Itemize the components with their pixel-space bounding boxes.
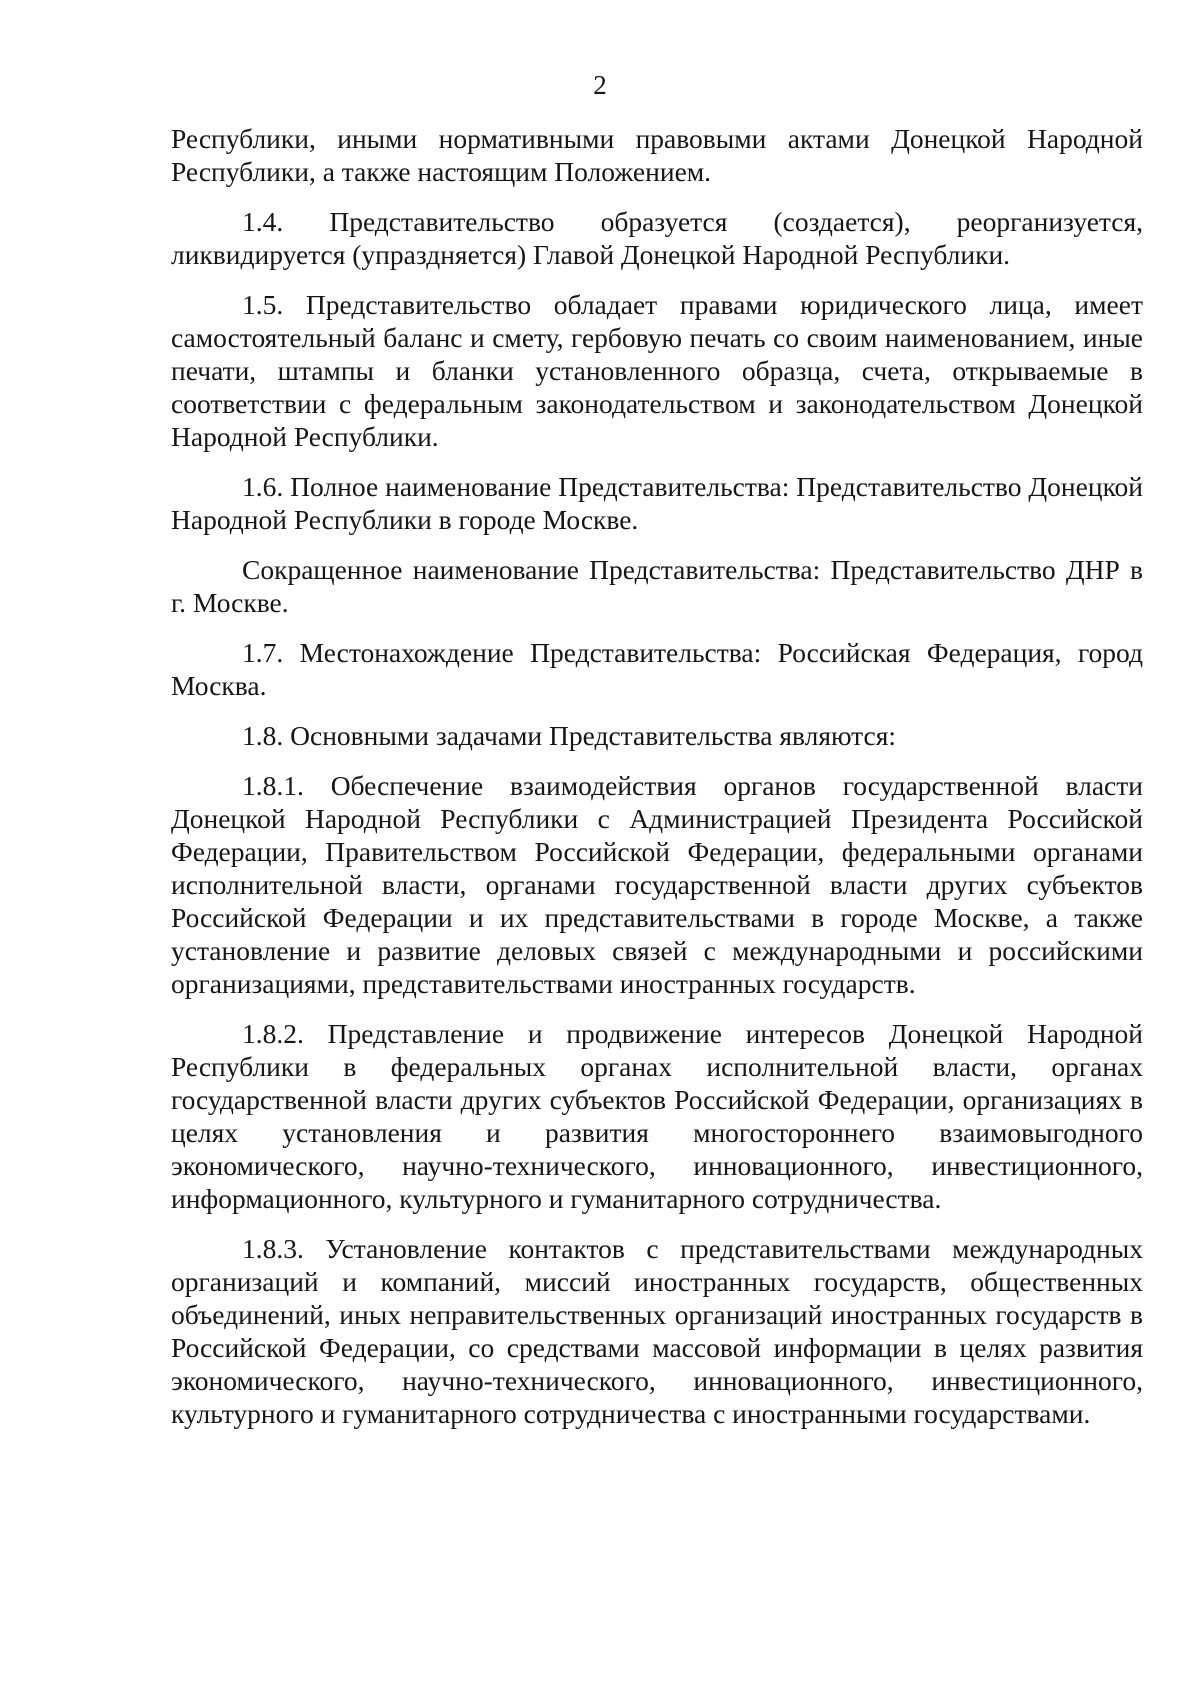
document-body xyxy=(171,122,1143,1447)
paragraph-1-8: 1.8. Основными задачами Представительства являются: xyxy=(242,720,897,751)
paragraph-1-6: 1.6. Полное наименование Представительства: Представительство Донецкой Народной Республики в городе Москве. xyxy=(171,471,1143,535)
paragraph-1-5: 1.5. Представительство обладает правами юридического лица, имеет самостоятельный баланс и смету, гербовую печать со своим наименованием, иные печати, штампы и бланки установленного образца, счета, открываемые в соответствии с федеральным законодательством и законодательством Донецкой Народной Республики. xyxy=(171,289,1143,452)
paragraph-short-name: Сокращенное наименование Представительства: Представительство ДНР в г. Москве. xyxy=(171,554,1143,618)
paragraph-1-8-3: 1.8.3. Установление контактов с представительствами международных организаций и компаний, миссий иностранных государств, общественных объединений, иных неправительственных организаций иностранных государств в Российской Федерации, со средствами массовой информации в целях развития экономического, научно-технического, инновационного, инвестиционного, культурного и гуманитарного сотрудничества с иностранными государствами. xyxy=(171,1233,1143,1429)
paragraph-1-7: 1.7. Местонахождение Представительства: Российская Федерация, город Москва. xyxy=(171,637,1143,701)
paragraph-continuation: Республики, иными нормативными правовыми актами Донецкой Народной Республики, а также настоящим Положением. xyxy=(171,123,1143,187)
page-number: 2 xyxy=(593,70,607,100)
paragraph-1-4: 1.4. Представительство образуется (создается), реорганизуется, ликвидируется (упраздняется) Главой Донецкой Народной Республики. xyxy=(171,206,1143,270)
paragraph-1-8-2: 1.8.2. Представление и продвижение интересов Донецкой Народной Республики в федеральных органах исполнительной власти, органах государственной власти других субъектов Российской Федерации, организациях в целях установления и развития многостороннего взаимовыгодного экономического, научно-технического, инновационного, инвестиционного, информационного, культурного и гуманитарного сотрудничества. xyxy=(171,1018,1143,1214)
paragraph-1-8-1: 1.8.1. Обеспечение взаимодействия органов государственной власти Донецкой Народной Республики с Администрацией Президента Российской Федерации, Правительством Российской Федерации, федеральными органами исполнительной власти, органами государственной власти других субъектов Российской Федерации и их представительствами в городе Москве, а также установление и развитие деловых связей с международными и российскими организациями, представительствами иностранных государств. xyxy=(171,770,1143,999)
